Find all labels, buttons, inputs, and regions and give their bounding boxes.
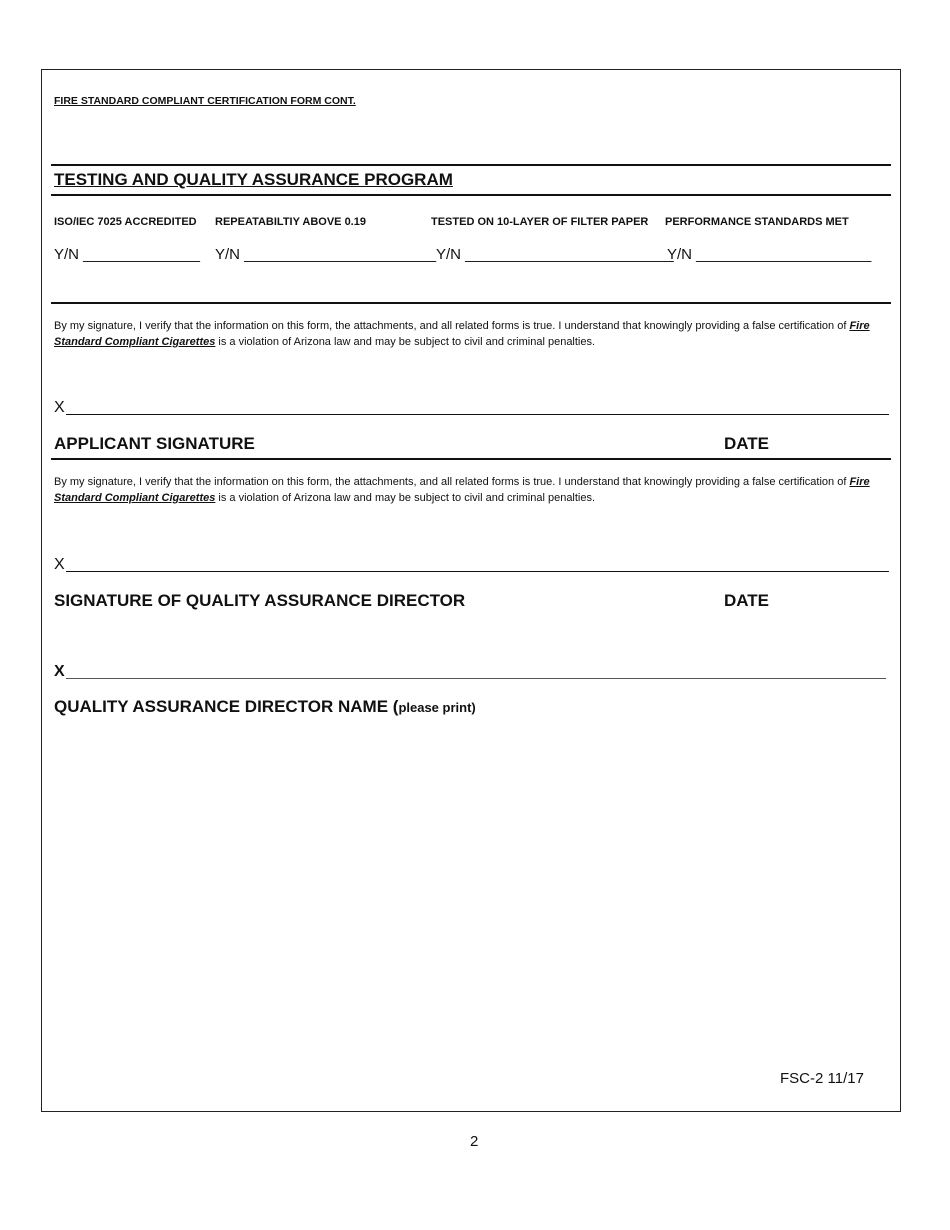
repeatability-field[interactable]: Y/N _______________________ — [215, 246, 437, 263]
applicant-signature-label: APPLICANT SIGNATURE — [54, 434, 255, 453]
iso-accredited-field[interactable]: Y/N ______________ — [54, 246, 200, 263]
divider — [51, 164, 891, 166]
divider — [51, 302, 891, 304]
signature-x-marker: X — [54, 556, 65, 573]
divider — [51, 194, 891, 196]
signature-x-marker: X — [54, 399, 65, 416]
applicant-date-label: DATE — [724, 434, 770, 453]
please-print-note: please print) — [398, 700, 476, 715]
declaration-text: is a violation of Arizona law and may be subject to civil and criminal penalties. — [215, 336, 596, 348]
declaration-emphasis: Fire Standard Compliant Cigarettes — [54, 320, 870, 348]
divider — [51, 458, 891, 460]
qa-declaration — [54, 474, 890, 506]
declaration-text: By my signature, I verify that the information on this form, the attachments, and all related forms is true. I understand that knowingly providing a false certification of — [54, 320, 850, 332]
applicant-declaration — [54, 318, 890, 350]
applicant-signature-line[interactable] — [54, 398, 889, 416]
qa-name-label — [54, 697, 476, 717]
section-title: TESTING AND QUALITY ASSURANCE PROGRAM — [54, 170, 453, 189]
qa-signature-label: SIGNATURE OF QUALITY ASSURANCE DIRECTOR — [54, 591, 466, 610]
declaration-text: is a violation of Arizona law and may be subject to civil and criminal penalties. — [215, 492, 596, 504]
qa-date-label: DATE — [724, 591, 770, 610]
performance-standards-label: PERFORMANCE STANDARDS MET — [665, 216, 849, 228]
form-id: FSC-2 11/17 — [780, 1070, 864, 1087]
filter-paper-label: TESTED ON 10-LAYER OF FILTER PAPER — [431, 216, 649, 228]
form-header: FIRE STANDARD COMPLIANT CERTIFICATION FORM CONT. — [54, 95, 356, 107]
page-number: 2 — [470, 1133, 479, 1150]
qa-name-line[interactable] — [54, 662, 886, 680]
declaration-text: By my signature, I verify that the information on this form, the attachments, and all related forms is true. I understand that knowingly providing a false certification of — [54, 476, 850, 488]
repeatability-label: REPEATABILTIY ABOVE 0.19 — [215, 216, 366, 228]
declaration-emphasis: Fire Standard Compliant Cigarettes — [54, 476, 870, 504]
qa-name-label-text: QUALITY ASSURANCE DIRECTOR NAME ( — [54, 697, 399, 716]
filter-paper-field[interactable]: Y/N _________________________ — [436, 246, 674, 263]
iso-accredited-label: ISO/IEC 7025 ACCREDITED — [54, 216, 197, 228]
qa-signature-line[interactable] — [54, 555, 889, 573]
signature-x-marker: X — [54, 663, 65, 680]
performance-standards-field[interactable]: Y/N _____________________ — [667, 246, 872, 263]
